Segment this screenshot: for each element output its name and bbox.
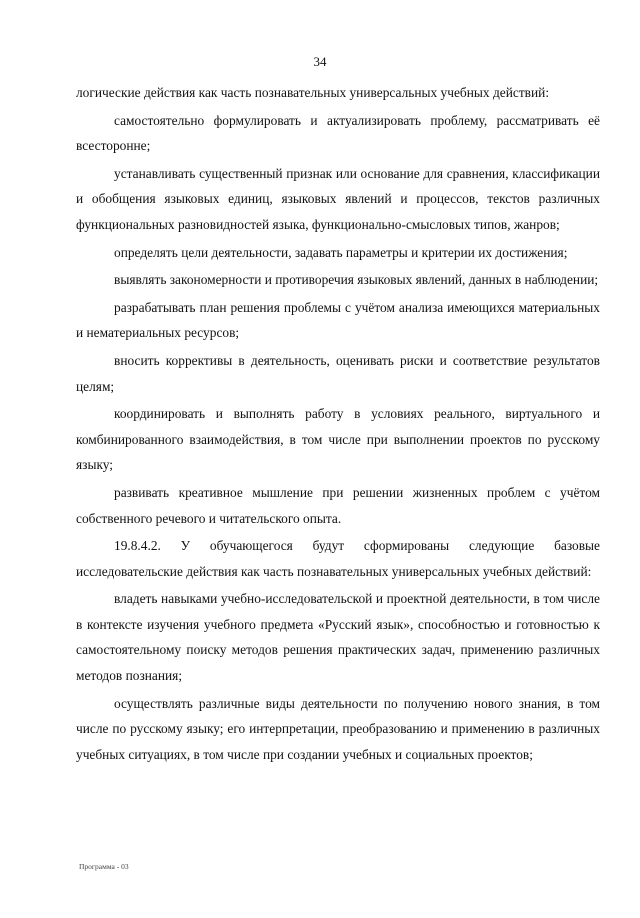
paragraph-item: владеть навыками учебно-исследовательской и проектной деятельности, в том числе в контексте изучения учебного предмета «Русский язык», способностью и готовностью к самостоятельному поиску методов решения практических задач, применению различных методов познания; (76, 591, 600, 684)
paragraph-item: разрабатывать план решения проблемы с учётом анализа имеющихся материальных и нематериальных ресурсов; (76, 299, 600, 341)
page-number: 34 (313, 54, 327, 69)
paragraph-item: осуществлять различные виды деятельности по получению нового знания, в том числе по русскому языку; его интерпретации, преобразованию и применению в различных учебных ситуациях, в том числе при создании учебных и социальных проектов; (76, 695, 600, 762)
paragraph-item: самостоятельно формулировать и актуализировать проблему, рассматривать её всесторонне; (76, 112, 600, 154)
document-body (76, 80, 600, 767)
paragraph-item: устанавливать существенный признак или основание для сравнения, классификации и обобщения языковых единиц, языковых явлений и процессов, текстов различных функциональных разновидностей языка, функционально-смысловых типов, жанров; (76, 165, 600, 232)
paragraph-item: координировать и выполнять работу в условиях реального, виртуального и комбинированного взаимодействия, в том числе при выполнении проектов по русскому языку; (76, 406, 600, 473)
paragraph-item: определять цели деятельности, задавать параметры и критерии их достижения; (114, 244, 568, 260)
paragraph-item: вносить коррективы в деятельность, оценивать риски и соответствие результатов целям; (76, 352, 600, 394)
paragraph-intro: логические действия как часть познавательных универсальных учебных действий: (76, 85, 550, 100)
footer-label: Программа - 03 (79, 862, 129, 871)
paragraph-item: развивать креативное мышление при решении жизненных проблем с учётом собственного речевого и читательского опыта. (76, 484, 600, 526)
paragraph-item: выявлять закономерности и противоречия языковых явлений, данных в наблюдении; (114, 272, 599, 288)
section-heading-paragraph: 19.8.4.2. У обучающегося будут сформированы следующие базовые исследовательские действия как часть познавательных универсальных учебных действий: (76, 538, 600, 579)
